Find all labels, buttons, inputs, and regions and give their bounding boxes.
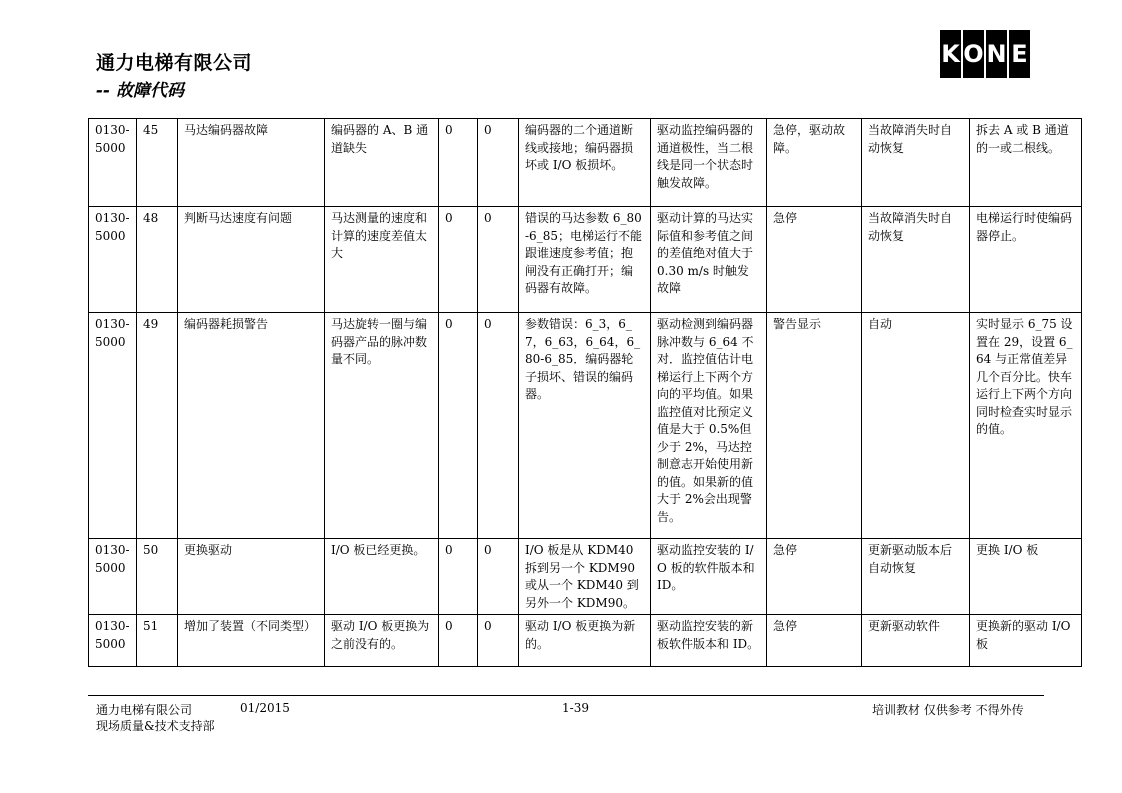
fault-name-cell: 更换驱动 (178, 539, 325, 615)
fault-number-cell: 45 (137, 119, 178, 207)
remark-cell: 拆去 A 或 B 通道的一或二根线。 (970, 119, 1082, 207)
code-range-cell: 0130-5000 (89, 539, 137, 615)
recovery-cell: 更新驱动版本后自动恢复 (862, 539, 970, 615)
remark-cell: 电梯运行时使编码器停止。 (970, 207, 1082, 313)
value-cell: 0 (478, 207, 519, 313)
logo-letter: E (1009, 30, 1030, 78)
footer-notice: 培训教材 仅供参考 不得外传 (872, 703, 1024, 717)
footer-divider (88, 695, 1044, 696)
code-range-cell: 0130-5000 (89, 119, 137, 207)
footer-company: 通力电梯有限公司 (96, 703, 193, 717)
recovery-cell: 自动 (862, 313, 970, 539)
logo-letter: K (940, 30, 961, 78)
cause-cell: 马达测量的速度和计算的速度差值太大 (325, 207, 439, 313)
remark-cell: 实时显示 6_75 设置在 29，设置 6_64 与正常值差异几个百分比。快车运行上下两个方向同时检查实时显示的值。 (970, 313, 1082, 539)
fault-number-cell: 49 (137, 313, 178, 539)
value-cell: 0 (478, 119, 519, 207)
value-cell: 0 (439, 539, 478, 615)
recovery-cell: 当故障消失时自动恢复 (862, 207, 970, 313)
possible-reason-cell: 参数错误：6_3，6_7，6_63，6_64，6_80-6_85．编码器轮子损坏、错误的编码器。 (519, 313, 651, 539)
table-row (89, 119, 1082, 207)
fault-number-cell: 48 (137, 207, 178, 313)
value-cell: 0 (439, 313, 478, 539)
value-cell: 0 (439, 207, 478, 313)
fault-number-cell: 50 (137, 539, 178, 615)
possible-reason-cell: 编码器的二个通道断线或接地；编码器损坏或 I/O 板损坏。 (519, 119, 651, 207)
fault-name-cell: 判断马达速度有问题 (178, 207, 325, 313)
page-number: 1-39 (562, 701, 589, 715)
recovery-cell: 更新驱动软件 (862, 615, 970, 667)
remark-cell: 更换 I/O 板 (970, 539, 1082, 615)
code-range-cell: 0130-5000 (89, 313, 137, 539)
possible-reason-cell: 错误的马达参数 6_80-6_85；电梯运行不能跟谁速度参考值；抱闸没有正确打开；编码器有故障。 (519, 207, 651, 313)
cause-cell: 马达旋转一圈与编码器产品的脉冲数量不同。 (325, 313, 439, 539)
fault-name-cell: 马达编码器故障 (178, 119, 325, 207)
cause-cell: 驱动 I/O 板更换为之前没有的。 (325, 615, 439, 667)
recovery-cell: 当故障消失时自动恢复 (862, 119, 970, 207)
fault-code-table (88, 118, 1082, 667)
reaction-cell: 警告显示 (767, 313, 862, 539)
value-cell: 0 (439, 119, 478, 207)
value-cell: 0 (478, 539, 519, 615)
remark-cell: 更换新的驱动 I/O 板 (970, 615, 1082, 667)
value-cell: 0 (478, 313, 519, 539)
value-cell: 0 (439, 615, 478, 667)
reaction-cell: 急停 (767, 207, 862, 313)
company-title: 通力电梯有限公司 (96, 52, 253, 74)
footer-date: 01/2015 (240, 701, 290, 715)
fault-number-cell: 51 (137, 615, 178, 667)
table-row (89, 313, 1082, 539)
value-cell: 0 (478, 615, 519, 667)
table-row (89, 615, 1082, 667)
detection-cell: 驱动监控安装的新板软件版本和 ID。 (651, 615, 767, 667)
cause-cell: 编码器的 A、B 通道缺失 (325, 119, 439, 207)
table-row (89, 539, 1082, 615)
detection-cell: 驱动检测到编码器脉冲数与 6_64 不对．监控值估计电梯运行上下两个方向的平均值。如果监控值对比预定义值是大于 0.5%但少于 2%，马达控制意志开始使用新的值。如果新的值大于 2%会出现警告。 (651, 313, 767, 539)
section-subtitle: -- 故障代码 (96, 81, 185, 101)
reaction-cell: 急停 (767, 615, 862, 667)
fault-name-cell: 编码器耗损警告 (178, 313, 325, 539)
reaction-cell: 急停，驱动故障。 (767, 119, 862, 207)
code-range-cell: 0130-5000 (89, 615, 137, 667)
footer-department: 现场质量&技术支持部 (96, 719, 215, 733)
reaction-cell: 急停 (767, 539, 862, 615)
code-range-cell: 0130-5000 (89, 207, 137, 313)
detection-cell: 驱动计算的马达实际值和参考值之间的差值绝对值大于 0.30 m/s 时触发故障 (651, 207, 767, 313)
possible-reason-cell: 驱动 I/O 板更换为新的。 (519, 615, 651, 667)
possible-reason-cell: I/O 板是从 KDM40 拆到另一个 KDM90 或从一个 KDM40 到另外一个 KDM90。 (519, 539, 651, 615)
kone-logo (940, 30, 1030, 78)
fault-name-cell: 增加了装置（不同类型） (178, 615, 325, 667)
table-row (89, 207, 1082, 313)
detection-cell: 驱动监控编码器的通道极性，当二根线是同一个状态时触发故障。 (651, 119, 767, 207)
cause-cell: I/O 板已经更换。 (325, 539, 439, 615)
logo-letter: O (963, 30, 984, 78)
detection-cell: 驱动监控安装的 I/O 板的软件版本和 ID。 (651, 539, 767, 615)
logo-letter: N (986, 30, 1007, 78)
